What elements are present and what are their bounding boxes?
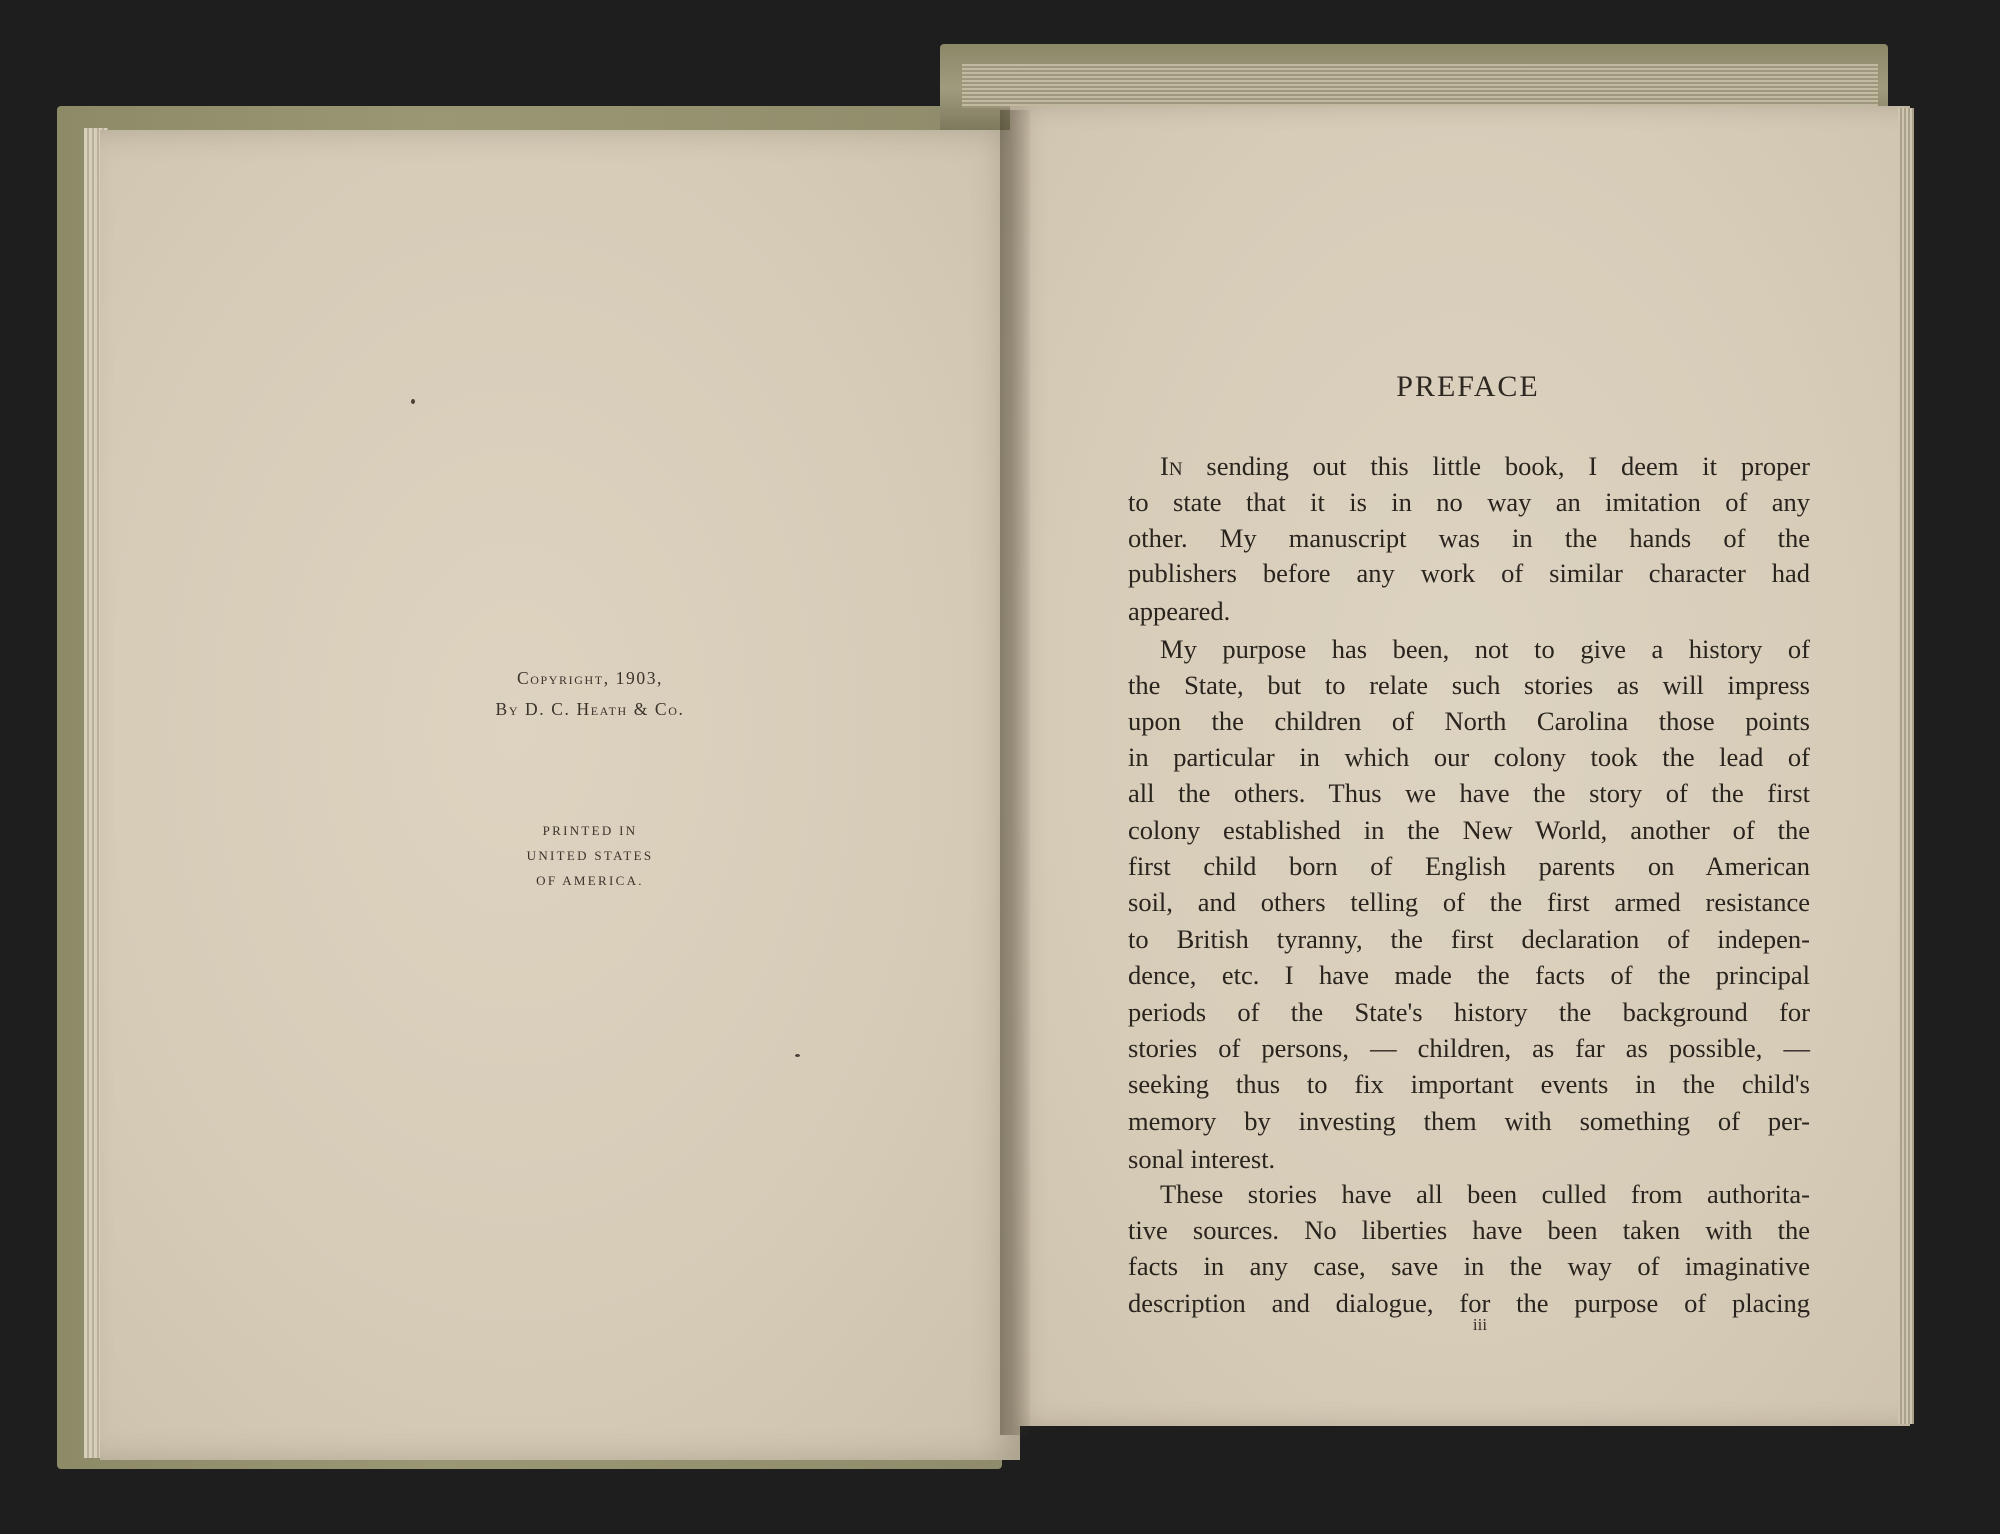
preface-line: [1160, 448, 1810, 488]
preface-line: My purpose has been, not to give a history of: [1160, 634, 1810, 664]
preface-line: upon the children of North Carolina those points: [1128, 706, 1810, 736]
page-speck: [411, 399, 415, 404]
preface-line: colony established in the New World, another of the: [1128, 815, 1810, 845]
copyright-line: Copyright, 1903,: [516, 668, 664, 688]
preface-line: dence, etc. I have made the facts of the principal: [1128, 960, 1810, 990]
printed-line: OF AMERICA.: [536, 873, 644, 888]
printed-line: UNITED STATES: [526, 848, 654, 863]
page-stack-top: [962, 64, 1878, 108]
preface-line: publishers before any work of similar character had: [1128, 558, 1810, 588]
preface-line: first child born of English parents on American: [1128, 851, 1810, 881]
page-title: PREFACE: [1396, 370, 1540, 403]
preface-line: appeared.: [1128, 596, 1231, 626]
preface-line: all the others. Thus we have the story of the first: [1128, 778, 1810, 808]
preface-line: seeking thus to fix important events in the child's: [1128, 1069, 1810, 1099]
preface-line-rest: sending out this little book, I deem it proper: [1182, 451, 1810, 481]
preface-line: memory by investing them with something of per-: [1128, 1106, 1810, 1136]
page-number: iii: [1472, 1315, 1488, 1334]
preface-line: soil, and others telling of the first armed resistance: [1128, 887, 1810, 917]
page-speck: [795, 1054, 800, 1057]
preface-line: to British tyranny, the first declaration of indepen-: [1128, 924, 1810, 954]
preface-line: These stories have all been culled from authorita-: [1160, 1179, 1810, 1209]
left-page: [100, 130, 1020, 1460]
preface-line-first-word: In: [1160, 451, 1183, 481]
preface-line: description and dialogue, for the purpose of placing: [1128, 1288, 1810, 1318]
book-gutter: [1000, 110, 1030, 1435]
page-stack-right: [1898, 108, 1914, 1424]
preface-line: other. My manuscript was in the hands of the: [1128, 523, 1810, 553]
preface-line: periods of the State's history the background for: [1128, 997, 1810, 1027]
preface-line: tive sources. No liberties have been taken with the: [1128, 1215, 1810, 1245]
preface-line: to state that it is in no way an imitation of any: [1128, 487, 1810, 517]
preface-line: in particular in which our colony took the lead of: [1128, 742, 1810, 772]
preface-line: the State, but to relate such stories as will impress: [1128, 670, 1810, 700]
printed-line: PRINTED IN: [542, 823, 638, 838]
publisher-line: By D. C. Heath & Co.: [495, 699, 685, 719]
preface-line: stories of persons, — children, as far as possible, —: [1128, 1033, 1810, 1063]
copyright-notice: [380, 663, 800, 725]
printed-notice: [440, 818, 740, 893]
preface-line: sonal interest.: [1128, 1144, 1276, 1174]
preface-line: facts in any case, save in the way of imaginative: [1128, 1251, 1810, 1281]
